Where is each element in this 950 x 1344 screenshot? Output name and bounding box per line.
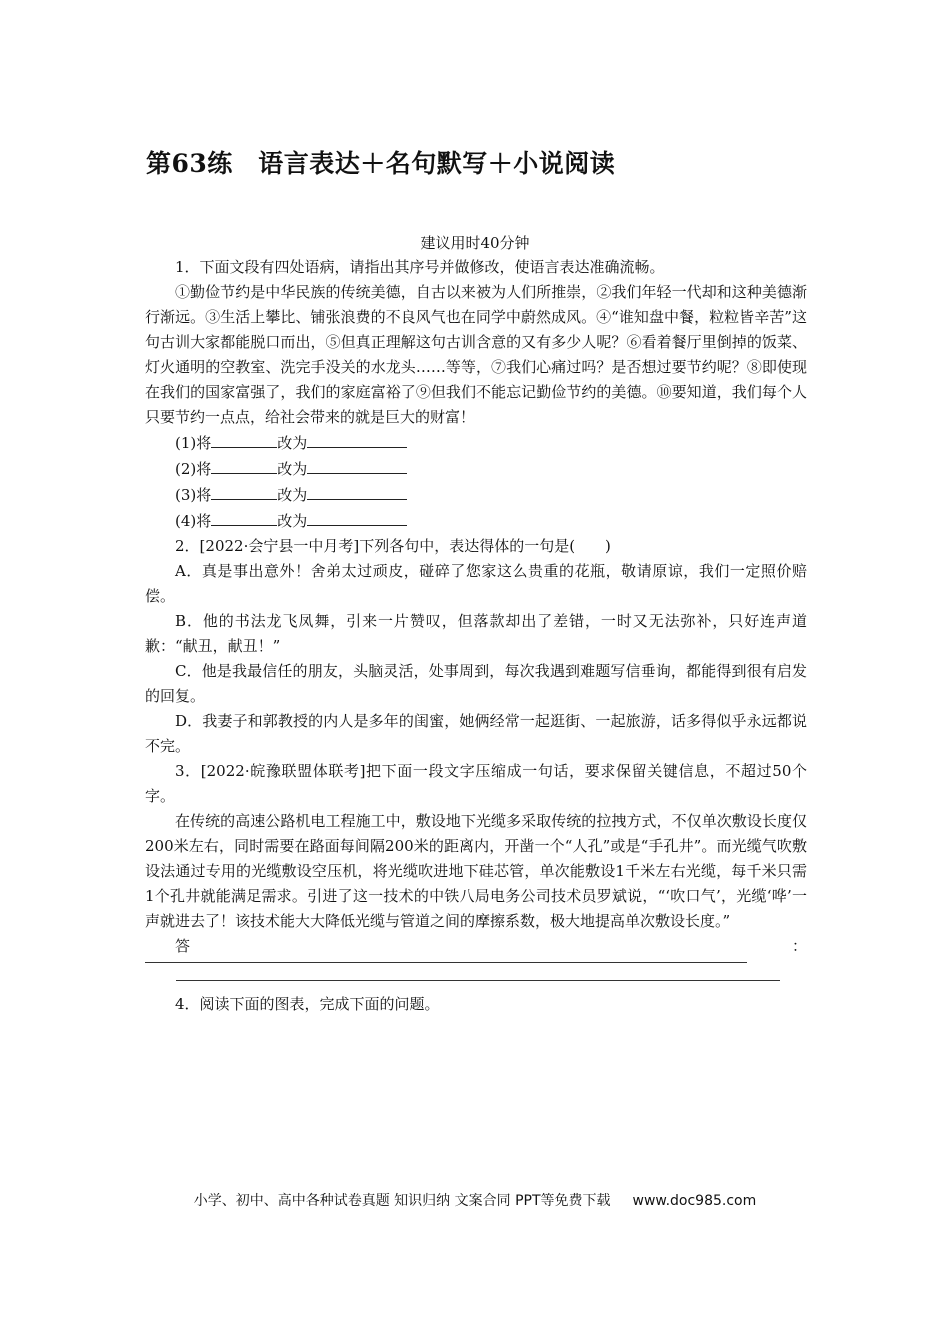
answer-label: 答 xyxy=(175,937,191,955)
question-2-option-b: B．他的书法龙飞凤舞，引来一片赞叹，但落款却出了差错，一时又无法弥补，只好连声道歉：“献丑，献丑！” xyxy=(145,612,807,655)
answer-colon: ： xyxy=(791,937,807,955)
blank-field[interactable] xyxy=(211,430,277,448)
question-3-passage: 在传统的高速公路机电工程施工中，敷设地下光缆多采取传统的拉拽方式，不仅单次敷设长度仅200米左右，同时需要在路面每间隔200米的距离内，开凿一个“人孔”或是“手孔井”。而光缆气吹敷设法通过专用的光缆敷设空压机，将光缆吹进地下硅芯管，单次能敷设1千米左右光缆，每千米只需1个孔井就能满足需求。引进了这一技术的中铁八局电务公司技术员罗斌说，“‘吹口气’，光缆‘哗’一声就进去了！该技术能大大降低光缆与管道之间的摩擦系数，极大地提高单次敷设长度。” xyxy=(145,812,807,930)
page-title: 第63练 语言表达＋名句默写＋小说阅读 xyxy=(146,149,616,178)
blank-field[interactable] xyxy=(307,482,407,500)
question-2-stem: 2．[2022·会宁县一中月考]下列各句中，表达得体的一句是( ) xyxy=(175,537,611,555)
blank-field[interactable] xyxy=(307,508,407,526)
blank-field[interactable] xyxy=(211,508,277,526)
footer-url: www.doc985.com xyxy=(632,1193,757,1209)
suggested-time: 建议用时40分钟 xyxy=(420,234,530,252)
blank-field[interactable] xyxy=(307,456,407,474)
blank-field[interactable] xyxy=(307,430,407,448)
question-1-passage: ①勤俭节约是中华民族的传统美德，自古以来被为人们所推崇，②我们年轻一代却和这种美德渐行渐远。③生活上攀比、铺张浪费的不良风气也在同学中蔚然成风。④“谁知盘中餐，粒粒皆辛苦”这句古训大家都能脱口而出，⑤但真正理解这句古训含意的又有多少人呢？⑥看着餐厅里倒掉的饭菜、灯火通明的空教室、洗完手没关的水龙头……等等，⑦我们心痛过吗？是否想过要节约呢？⑧即使现在我们的国家富强了，我们的家庭富裕了⑨但我们不能忘记勤俭节约的美德。⑩要知道，我们每个人只要节约一点点，给社会带来的就是巨大的财富！ xyxy=(145,283,807,426)
question-4-stem: 4．阅读下面的图表，完成下面的问题。 xyxy=(175,995,440,1013)
answer-line[interactable] xyxy=(145,962,747,963)
question-2-option-d: D．我妻子和郭教授的内人是多年的闺蜜，她俩经常一起逛街、一起旅游，话多得似乎永远都说不完。 xyxy=(145,712,807,755)
question-3-answer-area xyxy=(145,934,807,964)
answer-blank-4: (4)将 改为 xyxy=(145,508,807,534)
answer-line[interactable] xyxy=(176,980,780,981)
question-2-option-c: C．他是我最信任的朋友，头脑灵活，处事周到，每次我遇到难题写信垂询，都能得到很有启发的回复。 xyxy=(145,662,807,705)
answer-blank-1: (1)将 改为 xyxy=(145,430,807,456)
question-3-stem: 3．[2022·皖豫联盟体联考]把下面一段文字压缩成一句话，要求保留关键信息，不超过50个字。 xyxy=(145,762,807,805)
blank-field[interactable] xyxy=(211,456,277,474)
footer-text: 小学、初中、高中各种试卷真题 知识归纳 文案合同 PPT等免费下载 xyxy=(193,1193,611,1209)
document-body xyxy=(145,255,807,1017)
question-2-option-a: A．真是事出意外！舍弟太过顽皮，碰碎了您家这么贵重的花瓶，敬请原谅，我们一定照价赔偿。 xyxy=(145,562,807,605)
answer-blank-3: (3)将 改为 xyxy=(145,482,807,508)
answer-blank-2: (2)将 改为 xyxy=(145,456,807,482)
blank-field[interactable] xyxy=(211,482,277,500)
page-footer xyxy=(0,1190,950,1210)
question-1-stem: 1．下面文段有四处语病，请指出其序号并做修改，使语言表达准确流畅。 xyxy=(175,258,665,276)
